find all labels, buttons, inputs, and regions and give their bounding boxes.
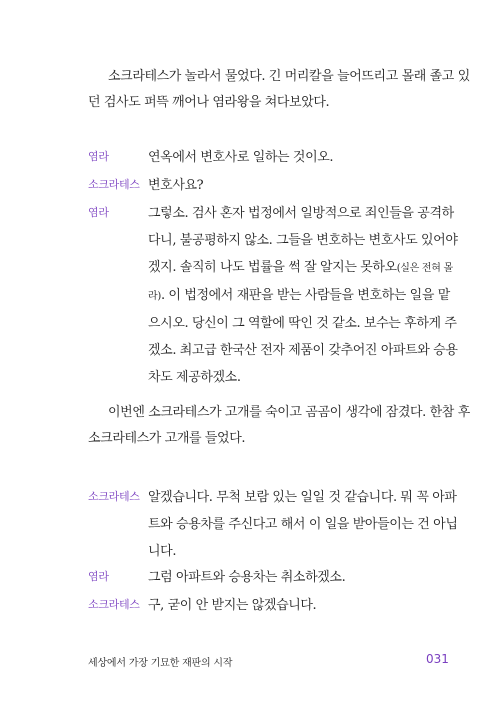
dialogue-line	[148, 200, 468, 227]
dialogue-line-text: 그럼 아파트와 승용차는 취소하겠소.	[148, 570, 346, 585]
dialogue-line	[148, 337, 468, 364]
dialogue-line	[148, 592, 468, 619]
dialogue-text	[148, 592, 468, 619]
dialogue-text	[148, 564, 468, 591]
dialogue-line-text: 겠소. 최고급 한국산 전자 제품이 갖추어진 아파트와 승용	[148, 343, 458, 358]
dialogue-line	[148, 310, 468, 337]
aside-note: (실은 전혀 몰	[396, 263, 453, 274]
narration-paragraph-2	[88, 400, 470, 452]
dialogue-line	[148, 511, 468, 538]
narration-paragraph-1	[88, 64, 470, 116]
dialogue-line-text: . 이 법정에서 재판을 받는 사람들을 변호하는 일을 맡	[160, 288, 450, 303]
dialogue-line-text: 겠지. 솔직히 나도 법률을 썩 잘 알지는 못하오	[148, 260, 397, 275]
narration-line: 던 검사도 퍼뜩 깨어나 염라왕을 쳐다보았다.	[88, 95, 330, 110]
narration-line: 소크라테스가 고개를 들었다.	[88, 431, 246, 446]
dialogue-line	[148, 254, 468, 282]
dialogue-line-text: 차도 제공하겠소.	[148, 370, 241, 385]
dialogue-line	[148, 484, 468, 511]
speaker-name: 염라	[88, 570, 109, 583]
dialogue-text	[148, 172, 468, 199]
dialogue-line-text: 연옥에서 변호사로 일하는 것이오.	[148, 150, 334, 165]
speaker-name: 소크라테스	[88, 598, 140, 611]
aside-note: 라)	[148, 291, 161, 302]
dialogue-line-text: 으시오. 당신이 그 역할에 딱인 것 같소. 보수는 후하게 주	[148, 316, 457, 331]
dialogue-text	[148, 200, 468, 391]
dialogue-text	[148, 484, 468, 565]
speaker-name: 염라	[88, 150, 109, 163]
dialogue-line-text: 알겠습니다. 무척 보람 있는 일일 것 같습니다. 뭐 꼭 아파	[148, 490, 457, 505]
dialogue-line	[148, 227, 468, 254]
dialogue-line-text: 그렇소. 검사 혼자 법정에서 일방적으로 죄인들을 공격하	[148, 206, 454, 221]
dialogue-line	[148, 538, 468, 565]
dialogue-line-text: 다니, 불공평하지 않소. 그들을 변호하는 변호사도 있어야	[148, 233, 458, 248]
dialogue-line	[148, 364, 468, 391]
dialogue-line-text: 변호사요?	[148, 178, 204, 193]
dialogue-line	[148, 172, 468, 199]
dialogue-line-text: 트와 승용차를 주신다고 해서 이 일을 받아들이는 건 아닙	[148, 517, 458, 532]
dialogue-line	[148, 282, 468, 310]
dialogue-line	[148, 564, 468, 591]
speaker-name: 소크라테스	[88, 178, 140, 191]
speaker-name: 염라	[88, 206, 109, 219]
narration-line: 이번엔 소크라테스가 고개를 숙이고 곰곰이 생각에 잠겼다. 한참 후	[108, 405, 470, 420]
speaker-name: 소크라테스	[88, 490, 140, 503]
dialogue-line-text: 니다.	[148, 544, 177, 559]
dialogue-line	[148, 144, 468, 171]
page-number: 031	[426, 652, 449, 666]
dialogue-line-text: 구, 굳이 안 받지는 않겠습니다.	[148, 598, 317, 613]
dialogue-text	[148, 144, 468, 171]
narration-line: 소크라테스가 놀라서 물었다. 긴 머리칼을 늘어뜨리고 몰래 졸고 있	[108, 69, 470, 84]
running-footer-title: 세상에서 가장 기묘한 재판의 시작	[88, 658, 233, 669]
